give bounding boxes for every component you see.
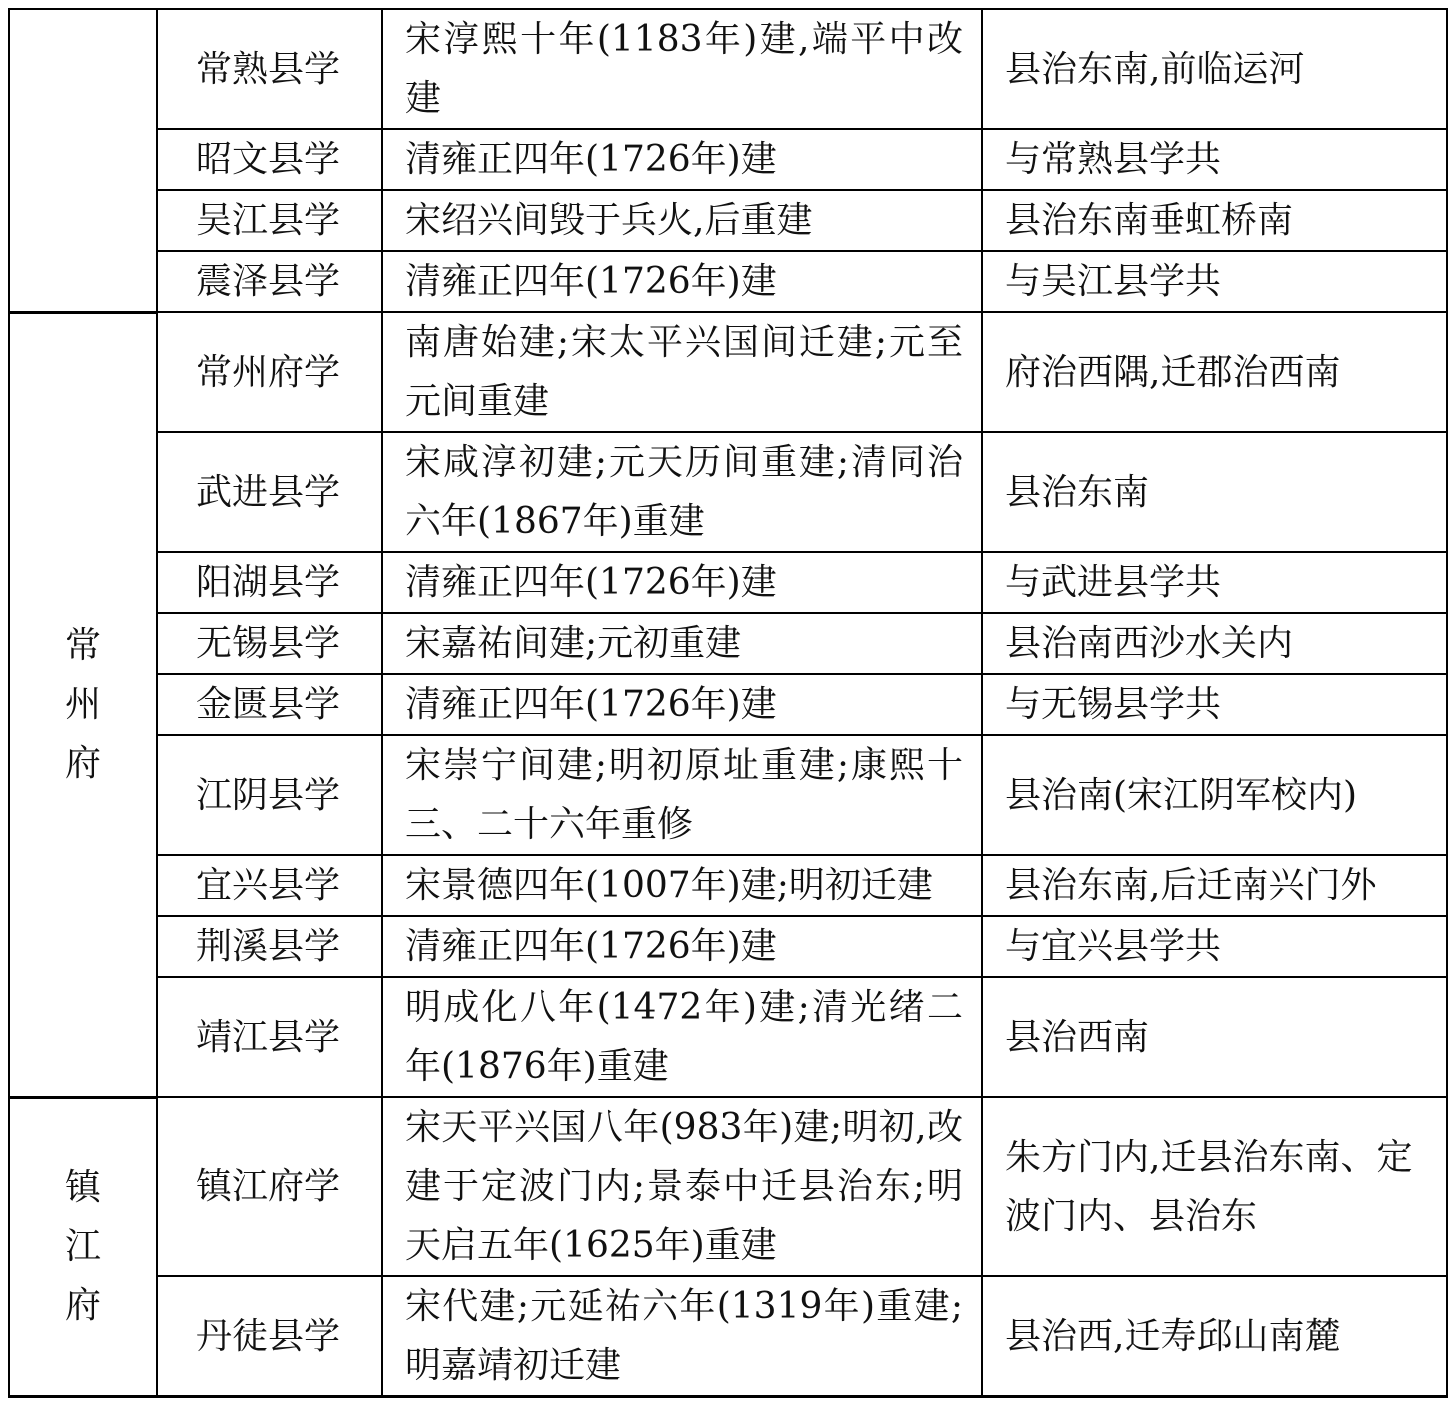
- table-row: [9, 977, 1447, 1097]
- location-text: 与无锡县学共: [982, 674, 1447, 735]
- history-text: 清雍正四年(1726年)建: [382, 674, 982, 735]
- history-text: 宋代建;元延祐六年(1319年)重建;明嘉靖初迁建: [382, 1276, 982, 1397]
- location-text: 县治西,迁寿邱山南麓: [982, 1276, 1447, 1397]
- history-text: 清雍正四年(1726年)建: [382, 552, 982, 613]
- school-name: 武进县学: [157, 432, 382, 552]
- history-text: 宋景德四年(1007年)建;明初迁建: [382, 855, 982, 916]
- table-row: [9, 1276, 1447, 1397]
- history-text: 宋绍兴间毁于兵火,后重建: [382, 190, 982, 251]
- location-text: 县治东南: [982, 432, 1447, 552]
- location-text: 县治东南垂虹桥南: [982, 190, 1447, 251]
- location-text: 县治南(宋江阴军校内): [982, 735, 1447, 855]
- location-text: 与常熟县学共: [982, 129, 1447, 190]
- school-name: 镇江府学: [157, 1097, 382, 1276]
- school-name: 阳湖县学: [157, 552, 382, 613]
- table-row: [9, 432, 1447, 552]
- location-text: 与吴江县学共: [982, 251, 1447, 312]
- school-name: 震泽县学: [157, 251, 382, 312]
- school-name: 金匮县学: [157, 674, 382, 735]
- location-text: 与宜兴县学共: [982, 916, 1447, 977]
- history-text: 宋天平兴国八年(983年)建;明初,改建于定波门内;景泰中迁县治东;明天启五年(1625年)重建: [382, 1097, 982, 1276]
- history-text: 清雍正四年(1726年)建: [382, 251, 982, 312]
- location-text: 县治东南,后迁南兴门外: [982, 855, 1447, 916]
- history-text: 清雍正四年(1726年)建: [382, 129, 982, 190]
- history-text: 清雍正四年(1726年)建: [382, 916, 982, 977]
- table-row: [9, 190, 1447, 251]
- school-name: 吴江县学: [157, 190, 382, 251]
- school-name: 常熟县学: [157, 9, 382, 129]
- school-name: 无锡县学: [157, 613, 382, 674]
- region-name: 常州府: [64, 625, 101, 784]
- history-text: 明成化八年(1472年)建;清光绪二年(1876年)重建: [382, 977, 982, 1097]
- school-name: 江阴县学: [157, 735, 382, 855]
- location-text: 县治东南,前临运河: [982, 9, 1447, 129]
- table-row: [9, 312, 1447, 432]
- location-text: 县治西南: [982, 977, 1447, 1097]
- school-name: 荆溪县学: [157, 916, 382, 977]
- table-row: [9, 613, 1447, 674]
- history-text: 宋咸淳初建;元天历间重建;清同治六年(1867年)重建: [382, 432, 982, 552]
- region-cell: [9, 312, 157, 1097]
- school-name: 丹徒县学: [157, 1276, 382, 1397]
- location-text: 朱方门内,迁县治东南、定波门内、县治东: [982, 1097, 1447, 1276]
- table-row: [9, 855, 1447, 916]
- table-row: [9, 9, 1447, 129]
- school-name: 昭文县学: [157, 129, 382, 190]
- region-cell: [9, 9, 157, 312]
- table-row: [9, 735, 1447, 855]
- history-text: 宋淳熙十年(1183年)建,端平中改建: [382, 9, 982, 129]
- school-name: 常州府学: [157, 312, 382, 432]
- school-name: 宜兴县学: [157, 855, 382, 916]
- history-text: 宋崇宁间建;明初原址重建;康熙十三、二十六年重修: [382, 735, 982, 855]
- location-text: 县治南西沙水关内: [982, 613, 1447, 674]
- table-row: [9, 916, 1447, 977]
- table-row: [9, 552, 1447, 613]
- school-name: 靖江县学: [157, 977, 382, 1097]
- region-cell: [9, 1097, 157, 1397]
- location-text: 府治西隅,迁郡治西南: [982, 312, 1447, 432]
- table-row: [9, 251, 1447, 312]
- location-text: 与武进县学共: [982, 552, 1447, 613]
- history-text: 宋嘉祐间建;元初重建: [382, 613, 982, 674]
- history-text: 南唐始建;宋太平兴国间迁建;元至元间重建: [382, 312, 982, 432]
- region-name: 镇江府: [64, 1167, 101, 1327]
- table-row: [9, 674, 1447, 735]
- school-history-table: [8, 8, 1448, 1398]
- table-row: [9, 1097, 1447, 1276]
- table-row: [9, 129, 1447, 190]
